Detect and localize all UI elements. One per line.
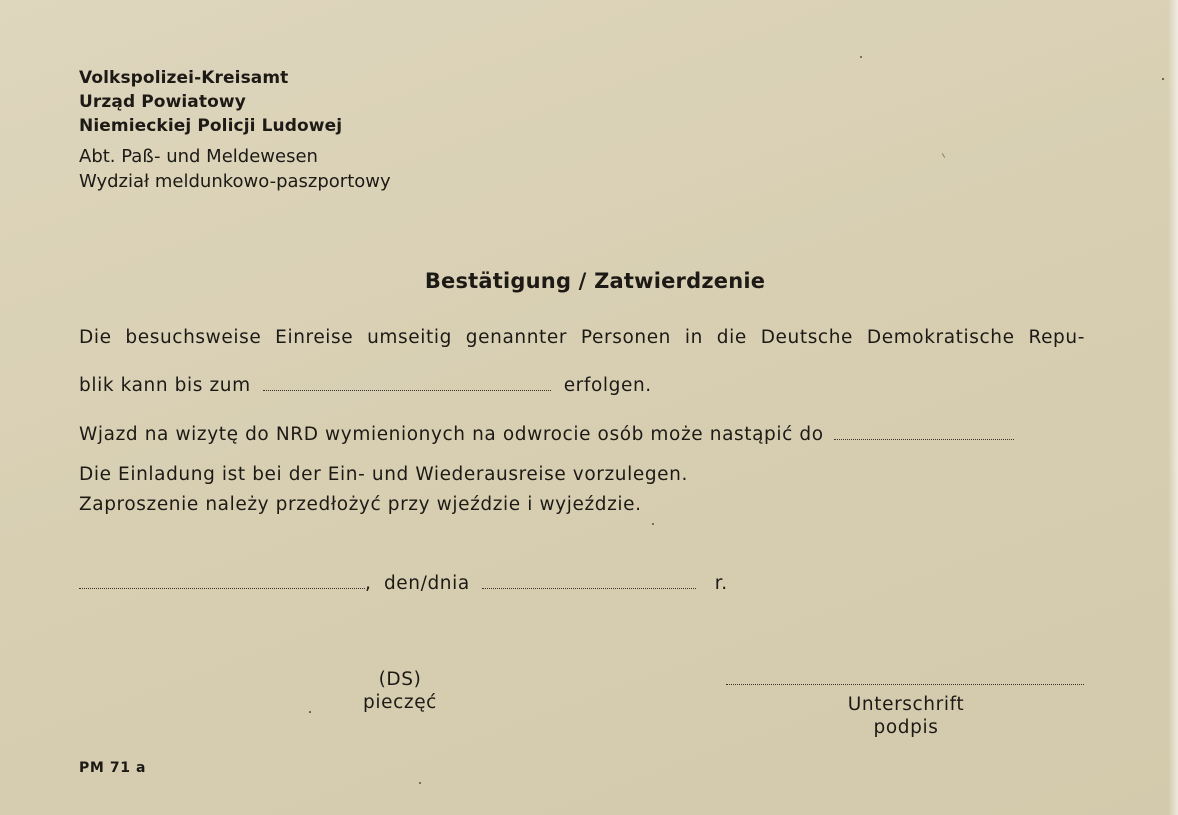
place-date-line (79, 571, 728, 597)
document-title (0, 269, 1178, 293)
signature-block (806, 693, 1006, 739)
body-line-2-start: blik kann bis zum (79, 375, 251, 396)
paper-speck (1162, 78, 1164, 80)
form-code: PM 71 a (79, 760, 147, 776)
paper-speck (652, 523, 654, 525)
office-name-pl-2: Niemieckiej Policji Ludowej (79, 116, 343, 136)
date-field[interactable] (482, 587, 696, 589)
date-until-field-pl[interactable] (834, 438, 1014, 440)
department-de: Abt. Paß- und Meldewesen (79, 146, 318, 167)
body-line-5: Zaproszenie należy przedłożyć przy wjeździe i wyjeździe. (79, 494, 642, 515)
office-name-pl: Urząd Powiatowy (79, 92, 246, 112)
body-line-2-end: erfolgen. (563, 375, 652, 396)
seal-block (340, 668, 460, 714)
body-line-3-text: Wjazd na wizytę do NRD wymienionych na odwrocie osób może nastąpić do (79, 424, 824, 445)
office-name-de: Volkspolizei-Kreisamt (79, 68, 289, 88)
seal-label-pl: pieczęć (363, 692, 437, 713)
place-field[interactable] (79, 587, 365, 589)
paper-fiber (942, 153, 945, 158)
body-line-3 (79, 422, 1014, 448)
paper-speck (419, 782, 421, 784)
signature-label-pl: podpis (873, 717, 939, 738)
den-dnia-label: den/dnia (383, 573, 470, 594)
paper-speck (309, 711, 311, 713)
department-pl: Wydział meldunkowo-paszportowy (79, 171, 391, 192)
date-until-field[interactable] (263, 389, 551, 391)
paper-speck (860, 56, 862, 58)
body-line-2 (79, 373, 652, 399)
body-line-4: Die Einladung ist bei der Ein- und Wiederausreise vorzulegen. (79, 464, 688, 485)
body-line-1: Die besuchsweise Einreise umseitig genannter Personen in die Deutsche Demokratische Repu- (79, 327, 1085, 348)
place-separator: , (365, 573, 372, 594)
signature-label-de: Unterschrift (847, 694, 965, 715)
year-suffix: r. (714, 573, 728, 594)
signature-field[interactable] (726, 684, 1084, 685)
seal-label-de: (DS) (378, 669, 422, 690)
document-title-text: Bestätigung / Zatwierdzenie (424, 269, 766, 293)
